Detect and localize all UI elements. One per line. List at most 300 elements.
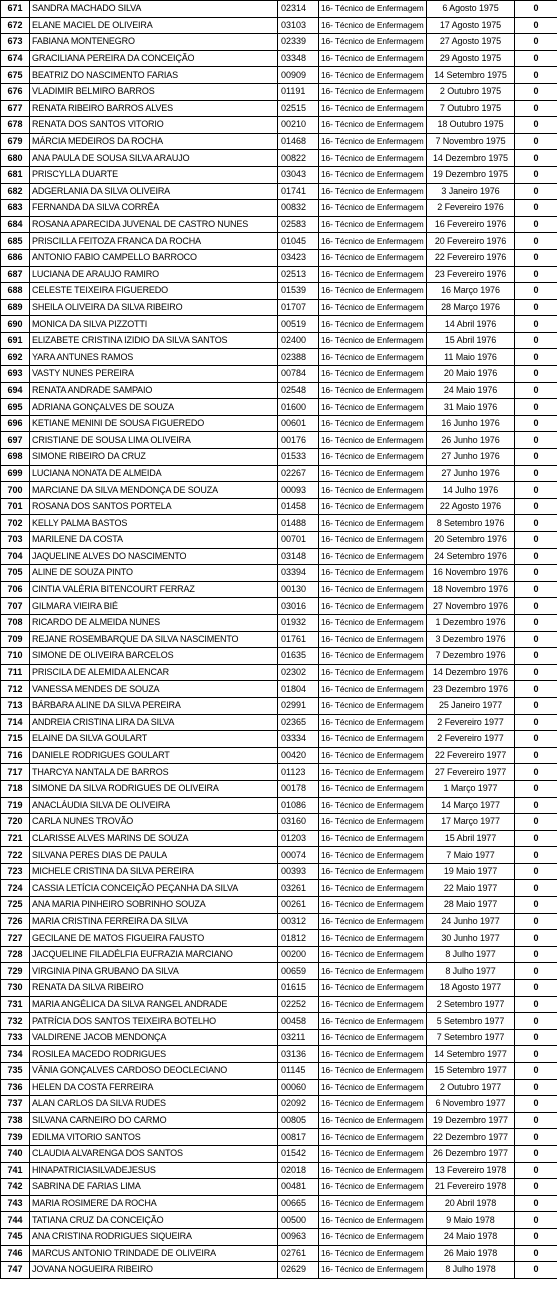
position: 16- Técnico de Enfermagem	[319, 382, 427, 399]
registration-code: 02583	[278, 216, 319, 233]
table-row	[1, 714, 557, 731]
table-row	[1, 1, 557, 18]
position: 16- Técnico de Enfermagem	[319, 449, 427, 466]
table-row	[1, 780, 557, 797]
score: 0	[515, 1129, 557, 1146]
row-number: 676	[1, 83, 30, 100]
position: 16- Técnico de Enfermagem	[319, 283, 427, 300]
score: 0	[515, 1262, 557, 1279]
row-number: 723	[1, 863, 30, 880]
score: 0	[515, 399, 557, 416]
registration-code: 03423	[278, 249, 319, 266]
birth-date: 27 Junho 1976	[427, 449, 515, 466]
position: 16- Técnico de Enfermagem	[319, 465, 427, 482]
birth-date: 24 Maio 1978	[427, 1228, 515, 1245]
score: 0	[515, 382, 557, 399]
table-row	[1, 565, 557, 582]
registration-code: 00312	[278, 913, 319, 930]
score: 0	[515, 1063, 557, 1080]
candidate-name: LUCIANA NONATA DE ALMEIDA	[30, 465, 278, 482]
score: 0	[515, 183, 557, 200]
position: 16- Técnico de Enfermagem	[319, 150, 427, 167]
row-number: 711	[1, 664, 30, 681]
birth-date: 31 Maio 1976	[427, 399, 515, 416]
registration-code: 03103	[278, 17, 319, 34]
score: 0	[515, 1195, 557, 1212]
row-number: 729	[1, 963, 30, 980]
score: 0	[515, 415, 557, 432]
candidate-name: FABIANA MONTENEGRO	[30, 34, 278, 51]
table-row	[1, 166, 557, 183]
score: 0	[515, 1145, 557, 1162]
row-number: 678	[1, 117, 30, 134]
score: 0	[515, 847, 557, 864]
score: 0	[515, 1079, 557, 1096]
position: 16- Técnico de Enfermagem	[319, 1245, 427, 1262]
row-number: 672	[1, 17, 30, 34]
table-row	[1, 648, 557, 665]
position: 16- Técnico de Enfermagem	[319, 349, 427, 366]
registration-code: 02548	[278, 382, 319, 399]
score: 0	[515, 714, 557, 731]
position: 16- Técnico de Enfermagem	[319, 133, 427, 150]
candidate-name: HINAPATRICIASILVADEJESUS	[30, 1162, 278, 1179]
table-row	[1, 697, 557, 714]
birth-date: 28 Março 1976	[427, 299, 515, 316]
birth-date: 2 Fevereiro 1977	[427, 731, 515, 748]
score: 0	[515, 1112, 557, 1129]
score: 0	[515, 498, 557, 515]
registration-code: 02092	[278, 1096, 319, 1113]
position: 16- Técnico de Enfermagem	[319, 1179, 427, 1196]
position: 16- Técnico de Enfermagem	[319, 581, 427, 598]
candidate-name: THARCYA NANTALA DE BARROS	[30, 764, 278, 781]
registration-code: 00519	[278, 316, 319, 333]
table-row	[1, 515, 557, 532]
table-row	[1, 897, 557, 914]
table-row	[1, 614, 557, 631]
candidate-name: GRACILIANA PEREIRA DA CONCEIÇÃO	[30, 50, 278, 67]
score: 0	[515, 598, 557, 615]
table-row	[1, 1195, 557, 1212]
row-number: 736	[1, 1079, 30, 1096]
position: 16- Técnico de Enfermagem	[319, 980, 427, 997]
candidate-name: CRISTIANE DE SOUSA LIMA OLIVEIRA	[30, 432, 278, 449]
row-number: 744	[1, 1212, 30, 1229]
position: 16- Técnico de Enfermagem	[319, 183, 427, 200]
birth-date: 8 Julho 1977	[427, 946, 515, 963]
registration-code: 01191	[278, 83, 319, 100]
score: 0	[515, 1245, 557, 1262]
candidate-name: ROSANA APARECIDA JUVENAL DE CASTRO NUNES	[30, 216, 278, 233]
birth-date: 8 Julho 1978	[427, 1262, 515, 1279]
table-row	[1, 299, 557, 316]
position: 16- Técnico de Enfermagem	[319, 631, 427, 648]
birth-date: 26 Maio 1978	[427, 1245, 515, 1262]
table-row	[1, 200, 557, 217]
row-number: 726	[1, 913, 30, 930]
table-row	[1, 847, 557, 864]
score: 0	[515, 648, 557, 665]
birth-date: 5 Setembro 1977	[427, 1013, 515, 1030]
registration-code: 01932	[278, 614, 319, 631]
candidate-name: KELLY PALMA BASTOS	[30, 515, 278, 532]
score: 0	[515, 1046, 557, 1063]
row-number: 700	[1, 482, 30, 499]
score: 0	[515, 797, 557, 814]
candidate-name: ANTONIO FABIO CAMPELLO BARROCO	[30, 249, 278, 266]
score: 0	[515, 349, 557, 366]
candidate-name: CINTIA VALÉRIA BITENCOURT FERRAZ	[30, 581, 278, 598]
registration-code: 03394	[278, 565, 319, 582]
registration-code: 01539	[278, 283, 319, 300]
table-row	[1, 50, 557, 67]
registration-code: 02339	[278, 34, 319, 51]
score: 0	[515, 83, 557, 100]
registration-code: 02314	[278, 1, 319, 18]
birth-date: 2 Outubro 1975	[427, 83, 515, 100]
birth-date: 7 Novembro 1975	[427, 133, 515, 150]
candidate-name: JOVANA NOGUEIRA RIBEIRO	[30, 1262, 278, 1279]
table-row	[1, 399, 557, 416]
candidate-name: CLAUDIA ALVARENGA DOS SANTOS	[30, 1145, 278, 1162]
birth-date: 15 Abril 1976	[427, 332, 515, 349]
score: 0	[515, 283, 557, 300]
score: 0	[515, 1228, 557, 1245]
birth-date: 14 Setembro 1975	[427, 67, 515, 84]
registration-code: 02018	[278, 1162, 319, 1179]
position: 16- Técnico de Enfermagem	[319, 664, 427, 681]
position: 16- Técnico de Enfermagem	[319, 83, 427, 100]
score: 0	[515, 731, 557, 748]
table-row	[1, 548, 557, 565]
row-number: 685	[1, 233, 30, 250]
score: 0	[515, 366, 557, 383]
birth-date: 23 Fevereiro 1976	[427, 266, 515, 283]
row-number: 739	[1, 1129, 30, 1146]
position: 16- Técnico de Enfermagem	[319, 515, 427, 532]
table-row	[1, 1096, 557, 1113]
candidate-name: MARCUS ANTONIO TRINDADE DE OLIVEIRA	[30, 1245, 278, 1262]
registration-code: 00200	[278, 946, 319, 963]
birth-date: 23 Dezembro 1976	[427, 681, 515, 698]
row-number: 705	[1, 565, 30, 582]
row-number: 741	[1, 1162, 30, 1179]
table-row	[1, 465, 557, 482]
score: 0	[515, 830, 557, 847]
score: 0	[515, 548, 557, 565]
birth-date: 19 Maio 1977	[427, 863, 515, 880]
position: 16- Técnico de Enfermagem	[319, 1112, 427, 1129]
registration-code: 02252	[278, 996, 319, 1013]
score: 0	[515, 1162, 557, 1179]
table-row	[1, 17, 557, 34]
birth-date: 24 Maio 1976	[427, 382, 515, 399]
candidate-name: ANA PAULA DE SOUSA SILVA ARAUJO	[30, 150, 278, 167]
candidate-name: YARA ANTUNES RAMOS	[30, 349, 278, 366]
birth-date: 13 Fevereiro 1978	[427, 1162, 515, 1179]
position: 16- Técnico de Enfermagem	[319, 316, 427, 333]
birth-date: 2 Fevereiro 1976	[427, 200, 515, 217]
birth-date: 14 Dezembro 1976	[427, 664, 515, 681]
birth-date: 1 Março 1977	[427, 780, 515, 797]
birth-date: 20 Fevereiro 1976	[427, 233, 515, 250]
score: 0	[515, 980, 557, 997]
candidate-name: MICHELE CRISTINA DA SILVA PEREIRA	[30, 863, 278, 880]
birth-date: 14 Março 1977	[427, 797, 515, 814]
table-row	[1, 316, 557, 333]
table-row	[1, 814, 557, 831]
table-row	[1, 117, 557, 134]
position: 16- Técnico de Enfermagem	[319, 498, 427, 515]
table-row	[1, 498, 557, 515]
position: 16- Técnico de Enfermagem	[319, 548, 427, 565]
score: 0	[515, 963, 557, 980]
table-row	[1, 100, 557, 117]
registration-code: 00060	[278, 1079, 319, 1096]
candidate-name: VALDIRENE JACOB MENDONÇA	[30, 1029, 278, 1046]
candidate-name: SILVANA PERES DIAS DE PAULA	[30, 847, 278, 864]
birth-date: 9 Maio 1978	[427, 1212, 515, 1229]
table-row	[1, 1013, 557, 1030]
row-number: 714	[1, 714, 30, 731]
candidate-name: SHEILA OLIVEIRA DA SILVA RIBEIRO	[30, 299, 278, 316]
candidate-name: SANDRA MACHADO SILVA	[30, 1, 278, 18]
row-number: 732	[1, 1013, 30, 1030]
registration-code: 00481	[278, 1179, 319, 1196]
birth-date: 2 Setembro 1977	[427, 996, 515, 1013]
table-row	[1, 1046, 557, 1063]
position: 16- Técnico de Enfermagem	[319, 532, 427, 549]
row-number: 712	[1, 681, 30, 698]
row-number: 709	[1, 631, 30, 648]
table-row	[1, 415, 557, 432]
registration-code: 00665	[278, 1195, 319, 1212]
candidate-name: MARCIANE DA SILVA MENDONÇA DE SOUZA	[30, 482, 278, 499]
candidate-name: ALINE DE SOUZA PINTO	[30, 565, 278, 582]
birth-date: 15 Setembro 1977	[427, 1063, 515, 1080]
registration-code: 00817	[278, 1129, 319, 1146]
table-row	[1, 930, 557, 947]
birth-date: 24 Junho 1977	[427, 913, 515, 930]
score: 0	[515, 133, 557, 150]
birth-date: 22 Dezembro 1977	[427, 1129, 515, 1146]
score: 0	[515, 299, 557, 316]
row-number: 697	[1, 432, 30, 449]
registration-code: 02515	[278, 100, 319, 117]
registration-code: 01533	[278, 449, 319, 466]
registration-code: 02365	[278, 714, 319, 731]
score: 0	[515, 631, 557, 648]
row-number: 696	[1, 415, 30, 432]
row-number: 733	[1, 1029, 30, 1046]
row-number: 701	[1, 498, 30, 515]
birth-date: 25 Janeiro 1977	[427, 697, 515, 714]
candidate-name: SIMONE DE OLIVEIRA BARCELOS	[30, 648, 278, 665]
table-row	[1, 996, 557, 1013]
registration-code: 01812	[278, 930, 319, 947]
row-number: 686	[1, 249, 30, 266]
table-row	[1, 1079, 557, 1096]
birth-date: 16 Março 1976	[427, 283, 515, 300]
registration-code: 02761	[278, 1245, 319, 1262]
registration-code: 00601	[278, 415, 319, 432]
birth-date: 14 Setembro 1977	[427, 1046, 515, 1063]
registration-code: 02302	[278, 664, 319, 681]
registration-code: 00074	[278, 847, 319, 864]
table-row	[1, 432, 557, 449]
row-number: 694	[1, 382, 30, 399]
registration-code: 01707	[278, 299, 319, 316]
position: 16- Técnico de Enfermagem	[319, 1079, 427, 1096]
position: 16- Técnico de Enfermagem	[319, 1, 427, 18]
registration-code: 01203	[278, 830, 319, 847]
registration-code: 02400	[278, 332, 319, 349]
candidate-name: JACQUELINE FILADÉLFIA EUFRAZIA MARCIANO	[30, 946, 278, 963]
position: 16- Técnico de Enfermagem	[319, 598, 427, 615]
table-row	[1, 67, 557, 84]
position: 16- Técnico de Enfermagem	[319, 249, 427, 266]
table-row	[1, 681, 557, 698]
row-number: 740	[1, 1145, 30, 1162]
score: 0	[515, 913, 557, 930]
table-row	[1, 1063, 557, 1080]
table-row	[1, 83, 557, 100]
table-row	[1, 1262, 557, 1279]
row-number: 719	[1, 797, 30, 814]
score: 0	[515, 17, 557, 34]
registration-code: 01123	[278, 764, 319, 781]
registration-code: 00832	[278, 200, 319, 217]
birth-date: 22 Agosto 1976	[427, 498, 515, 515]
candidate-name: GILMARA VIEIRA BIÉ	[30, 598, 278, 615]
candidate-name: CELESTE TEIXEIRA FIGUEREDO	[30, 283, 278, 300]
candidate-name: VIRGINIA PINA GRUBANO DA SILVA	[30, 963, 278, 980]
table-row	[1, 34, 557, 51]
row-number: 699	[1, 465, 30, 482]
position: 16- Técnico de Enfermagem	[319, 432, 427, 449]
candidate-name: ELIZABETE CRISTINA IZIDIO DA SILVA SANTOS	[30, 332, 278, 349]
candidate-name: CASSIA LETÍCIA CONCEIÇÃO PEÇANHA DA SILVA	[30, 880, 278, 897]
birth-date: 29 Agosto 1975	[427, 50, 515, 67]
birth-date: 28 Maio 1977	[427, 897, 515, 914]
birth-date: 17 Março 1977	[427, 814, 515, 831]
registration-code: 01600	[278, 399, 319, 416]
score: 0	[515, 1179, 557, 1196]
table-row	[1, 382, 557, 399]
candidate-name: CLARISSE ALVES MARINS DE SOUZA	[30, 830, 278, 847]
position: 16- Técnico de Enfermagem	[319, 34, 427, 51]
candidate-name: CARLA NUNES TROVÃO	[30, 814, 278, 831]
table-row	[1, 349, 557, 366]
table-row	[1, 764, 557, 781]
candidate-name: ELANE MACIEL DE OLIVEIRA	[30, 17, 278, 34]
position: 16- Técnico de Enfermagem	[319, 415, 427, 432]
row-number: 721	[1, 830, 30, 847]
candidate-name: DANIELE RODRIGUES GOULART	[30, 747, 278, 764]
row-number: 690	[1, 316, 30, 333]
position: 16- Técnico de Enfermagem	[319, 1129, 427, 1146]
score: 0	[515, 1212, 557, 1229]
candidate-name: MONICA DA SILVA PIZZOTTI	[30, 316, 278, 333]
registration-code: 00963	[278, 1228, 319, 1245]
position: 16- Técnico de Enfermagem	[319, 482, 427, 499]
position: 16- Técnico de Enfermagem	[319, 913, 427, 930]
row-number: 703	[1, 532, 30, 549]
birth-date: 16 Junho 1976	[427, 415, 515, 432]
score: 0	[515, 764, 557, 781]
birth-date: 19 Dezembro 1975	[427, 166, 515, 183]
position: 16- Técnico de Enfermagem	[319, 897, 427, 914]
position: 16- Técnico de Enfermagem	[319, 399, 427, 416]
table-row	[1, 731, 557, 748]
position: 16- Técnico de Enfermagem	[319, 200, 427, 217]
candidate-name: KETIANE MENINI DE SOUSA FIGUEREDO	[30, 415, 278, 432]
candidate-name: HELEN DA COSTA FERREIRA	[30, 1079, 278, 1096]
position: 16- Técnico de Enfermagem	[319, 648, 427, 665]
candidate-name: BÁRBARA ALINE DA SILVA PEREIRA	[30, 697, 278, 714]
row-number: 745	[1, 1228, 30, 1245]
position: 16- Técnico de Enfermagem	[319, 747, 427, 764]
score: 0	[515, 117, 557, 134]
position: 16- Técnico de Enfermagem	[319, 731, 427, 748]
row-number: 691	[1, 332, 30, 349]
score: 0	[515, 1, 557, 18]
registration-code: 00210	[278, 117, 319, 134]
table-row	[1, 216, 557, 233]
position: 16- Técnico de Enfermagem	[319, 681, 427, 698]
score: 0	[515, 664, 557, 681]
birth-date: 14 Julho 1976	[427, 482, 515, 499]
registration-code: 01468	[278, 133, 319, 150]
score: 0	[515, 681, 557, 698]
birth-date: 22 Maio 1977	[427, 880, 515, 897]
position: 16- Técnico de Enfermagem	[319, 814, 427, 831]
birth-date: 17 Agosto 1975	[427, 17, 515, 34]
birth-date: 7 Setembro 1977	[427, 1029, 515, 1046]
candidate-name: SABRINA DE FARIAS LIMA	[30, 1179, 278, 1196]
score: 0	[515, 515, 557, 532]
registration-code: 00701	[278, 532, 319, 549]
position: 16- Técnico de Enfermagem	[319, 166, 427, 183]
candidate-name: MARIA ROSIMERE DA ROCHA	[30, 1195, 278, 1212]
table-row	[1, 963, 557, 980]
row-number: 680	[1, 150, 30, 167]
birth-date: 18 Agosto 1977	[427, 980, 515, 997]
row-number: 710	[1, 648, 30, 665]
table-row	[1, 249, 557, 266]
row-number: 671	[1, 1, 30, 18]
position: 16- Técnico de Enfermagem	[319, 266, 427, 283]
score: 0	[515, 996, 557, 1013]
row-number: 677	[1, 100, 30, 117]
row-number: 738	[1, 1112, 30, 1129]
row-number: 681	[1, 166, 30, 183]
candidate-name: ROSILEA MACEDO RODRIGUES	[30, 1046, 278, 1063]
candidate-name: VANESSA MENDES DE SOUZA	[30, 681, 278, 698]
registration-code: 03348	[278, 50, 319, 67]
birth-date: 7 Outubro 1975	[427, 100, 515, 117]
candidate-name: VÂNIA GONÇALVES CARDOSO DEOCLECIANO	[30, 1063, 278, 1080]
position: 16- Técnico de Enfermagem	[319, 764, 427, 781]
candidate-name: PRISCYLLA DUARTE	[30, 166, 278, 183]
score: 0	[515, 233, 557, 250]
position: 16- Técnico de Enfermagem	[319, 1046, 427, 1063]
score: 0	[515, 266, 557, 283]
candidate-name: ANA MARIA PINHEIRO SOBRINHO SOUZA	[30, 897, 278, 914]
row-number: 673	[1, 34, 30, 51]
score: 0	[515, 814, 557, 831]
